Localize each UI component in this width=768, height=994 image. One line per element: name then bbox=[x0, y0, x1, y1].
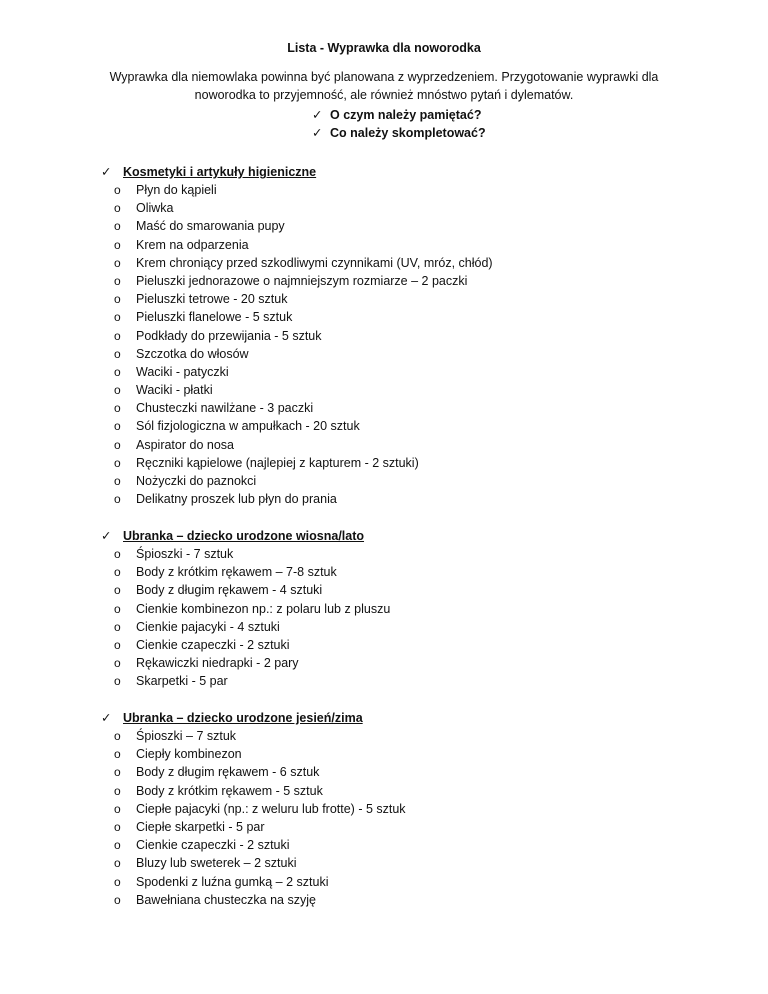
question-item bbox=[312, 106, 486, 124]
bullet-icon: o bbox=[114, 619, 121, 634]
item-text: Aspirator do nosa bbox=[136, 437, 234, 452]
bullet-icon: o bbox=[114, 892, 121, 907]
item-text: Cienkie pajacyki - 4 sztuki bbox=[136, 619, 280, 634]
bullet-icon: o bbox=[114, 819, 121, 834]
bullet-icon: o bbox=[114, 346, 121, 361]
bullet-icon: o bbox=[114, 474, 121, 488]
item-text: Podkłady do przewijania - 5 sztuk bbox=[136, 328, 322, 343]
list-item bbox=[101, 254, 721, 272]
bullet-icon: o bbox=[114, 547, 121, 561]
bullet-icon: o bbox=[114, 747, 121, 762]
bullet-icon: o bbox=[114, 801, 121, 816]
item-text: Oliwka bbox=[136, 201, 174, 216]
list-item bbox=[101, 763, 721, 781]
list-item bbox=[101, 181, 721, 199]
item-text: Ciepłe pajacyki (np.: z weluru lub frotte) - 5 sztuk bbox=[136, 801, 406, 816]
question-list bbox=[312, 106, 486, 142]
list-item bbox=[101, 345, 721, 363]
checkmark-icon: ✓ bbox=[312, 108, 323, 122]
bullet-icon: o bbox=[114, 401, 121, 416]
item-text: Spodenki z luźna gumką – 2 sztuki bbox=[136, 874, 329, 889]
item-text: Body z długim rękawem - 6 sztuk bbox=[136, 765, 320, 780]
bullet-icon: o bbox=[114, 255, 121, 270]
bullet-icon: o bbox=[114, 601, 121, 616]
bullet-icon: o bbox=[114, 856, 121, 871]
bullet-icon: o bbox=[114, 183, 121, 197]
bullet-icon: o bbox=[114, 674, 121, 689]
bullet-icon: o bbox=[114, 237, 121, 252]
item-list bbox=[101, 727, 721, 909]
checkmark-icon: ✓ bbox=[101, 711, 112, 725]
list-item bbox=[101, 436, 721, 454]
list-item bbox=[101, 854, 721, 872]
item-text: Cienkie czapeczki - 2 sztuki bbox=[136, 838, 290, 853]
question-text: O czym należy pamiętać? bbox=[330, 108, 482, 122]
list-item bbox=[101, 490, 721, 508]
item-text: Ciepły kombinezon bbox=[136, 747, 242, 762]
list-item bbox=[101, 363, 721, 381]
item-text: Body z krótkim rękawem - 5 sztuk bbox=[136, 783, 323, 798]
section-title: Kosmetyki i artykuły higieniczne bbox=[123, 165, 317, 179]
item-text: Śpioszki – 7 sztuk bbox=[136, 729, 237, 743]
item-text: Krem chroniący przed szkodliwymi czynnikami (UV, mróz, chłód) bbox=[136, 255, 493, 270]
item-text: Body z długim rękawem - 4 sztuki bbox=[136, 583, 323, 598]
item-text: Cienkie kombinezon np.: z polaru lub z pluszu bbox=[136, 601, 391, 616]
checkmark-icon: ✓ bbox=[101, 529, 112, 543]
item-text: Śpioszki - 7 sztuk bbox=[136, 547, 234, 561]
bullet-icon: o bbox=[114, 437, 121, 452]
bullet-icon: o bbox=[114, 292, 121, 307]
checkmark-icon: ✓ bbox=[312, 126, 323, 140]
list-item bbox=[101, 272, 721, 290]
item-text: Pieluszki flanelowe - 5 sztuk bbox=[136, 310, 293, 325]
bullet-icon: o bbox=[114, 201, 121, 216]
bullet-icon: o bbox=[114, 838, 121, 853]
list-item bbox=[101, 563, 721, 581]
item-text: Chusteczki nawilżane - 3 paczki bbox=[136, 401, 314, 416]
list-item bbox=[101, 727, 721, 745]
item-text: Waciki - patyczki bbox=[136, 364, 229, 379]
item-text: Krem na odparzenia bbox=[136, 237, 249, 252]
list-item bbox=[101, 308, 721, 326]
section-heading bbox=[101, 527, 721, 545]
list-item bbox=[101, 782, 721, 800]
question-item bbox=[312, 124, 486, 142]
list-item bbox=[101, 636, 721, 654]
bullet-icon: o bbox=[114, 637, 121, 652]
section-cosmetics bbox=[101, 163, 721, 508]
bullet-icon: o bbox=[114, 583, 121, 598]
list-item bbox=[101, 417, 721, 435]
bullet-icon: o bbox=[114, 492, 121, 507]
item-text: Ręczniki kąpielowe (najlepiej z kapturem - 2 sztuki) bbox=[136, 455, 419, 470]
list-item bbox=[101, 217, 721, 235]
list-item bbox=[101, 472, 721, 490]
question-text: Co należy skompletować? bbox=[330, 126, 486, 140]
list-item bbox=[101, 836, 721, 854]
section-clothes-spring-summer bbox=[101, 527, 721, 691]
list-item bbox=[101, 454, 721, 472]
section-heading bbox=[101, 709, 721, 727]
item-text: Płyn do kąpieli bbox=[136, 183, 217, 197]
checkmark-icon: ✓ bbox=[101, 165, 112, 179]
bullet-icon: o bbox=[114, 383, 121, 398]
list-item bbox=[101, 236, 721, 254]
section-clothes-autumn-winter bbox=[101, 709, 721, 909]
item-text: Maść do smarowania pupy bbox=[136, 219, 285, 234]
item-list bbox=[101, 181, 721, 508]
item-text: Pieluszki tetrowe - 20 sztuk bbox=[136, 292, 288, 307]
list-item bbox=[101, 818, 721, 836]
list-item bbox=[101, 399, 721, 417]
list-item bbox=[101, 581, 721, 599]
item-text: Bawełniana chusteczka na szyję bbox=[136, 892, 316, 907]
list-item bbox=[101, 199, 721, 217]
intro-paragraph: Wyprawka dla niemowlaka powinna być planowana z wyprzedzeniem. Przygotowanie wyprawki dla noworodka to przyjemność, ale również mnóstwo pytań i dylematów. bbox=[109, 70, 659, 102]
bullet-icon: o bbox=[114, 874, 121, 889]
bullet-icon: o bbox=[114, 364, 121, 379]
bullet-icon: o bbox=[114, 455, 121, 470]
list-item bbox=[101, 327, 721, 345]
document-title: Lista - Wyprawka dla noworodka bbox=[287, 41, 481, 55]
item-text: Cienkie czapeczki - 2 sztuki bbox=[136, 637, 290, 652]
list-item bbox=[101, 381, 721, 399]
item-text: Waciki - płatki bbox=[136, 383, 213, 398]
item-text: Body z krótkim rękawem – 7-8 sztuk bbox=[136, 565, 337, 580]
bullet-icon: o bbox=[114, 656, 121, 671]
item-text: Szczotka do włosów bbox=[136, 346, 249, 361]
list-item bbox=[101, 654, 721, 672]
list-item bbox=[101, 672, 721, 690]
bullet-icon: o bbox=[114, 419, 121, 434]
list-item bbox=[101, 873, 721, 891]
item-text: Sól fizjologiczna w ampułkach - 20 sztuk bbox=[136, 419, 360, 434]
bullet-icon: o bbox=[114, 783, 121, 798]
section-heading bbox=[101, 163, 721, 181]
bullet-icon: o bbox=[114, 729, 121, 743]
list-item bbox=[101, 618, 721, 636]
bullet-icon: o bbox=[114, 273, 121, 288]
section-title: Ubranka – dziecko urodzone jesień/zima bbox=[123, 711, 363, 725]
bullet-icon: o bbox=[114, 219, 121, 234]
item-text: Pieluszki jednorazowe o najmniejszym rozmiarze – 2 paczki bbox=[136, 273, 468, 288]
list-item bbox=[101, 545, 721, 563]
item-text: Nożyczki do paznokci bbox=[136, 474, 257, 488]
section-title: Ubranka – dziecko urodzone wiosna/lato bbox=[123, 529, 365, 543]
item-list bbox=[101, 545, 721, 691]
bullet-icon: o bbox=[114, 328, 121, 343]
list-item bbox=[101, 891, 721, 909]
list-item bbox=[101, 290, 721, 308]
item-text: Bluzy lub sweterek – 2 sztuki bbox=[136, 856, 297, 871]
bullet-icon: o bbox=[114, 565, 121, 580]
bullet-icon: o bbox=[114, 765, 121, 780]
list-item bbox=[101, 800, 721, 818]
item-text: Delikatny proszek lub płyn do prania bbox=[136, 492, 337, 507]
bullet-icon: o bbox=[114, 310, 121, 325]
item-text: Rękawiczki niedrapki - 2 pary bbox=[136, 656, 299, 671]
item-text: Skarpetki - 5 par bbox=[136, 674, 228, 689]
list-item bbox=[101, 600, 721, 618]
item-text: Ciepłe skarpetki - 5 par bbox=[136, 819, 265, 834]
list-item bbox=[101, 745, 721, 763]
